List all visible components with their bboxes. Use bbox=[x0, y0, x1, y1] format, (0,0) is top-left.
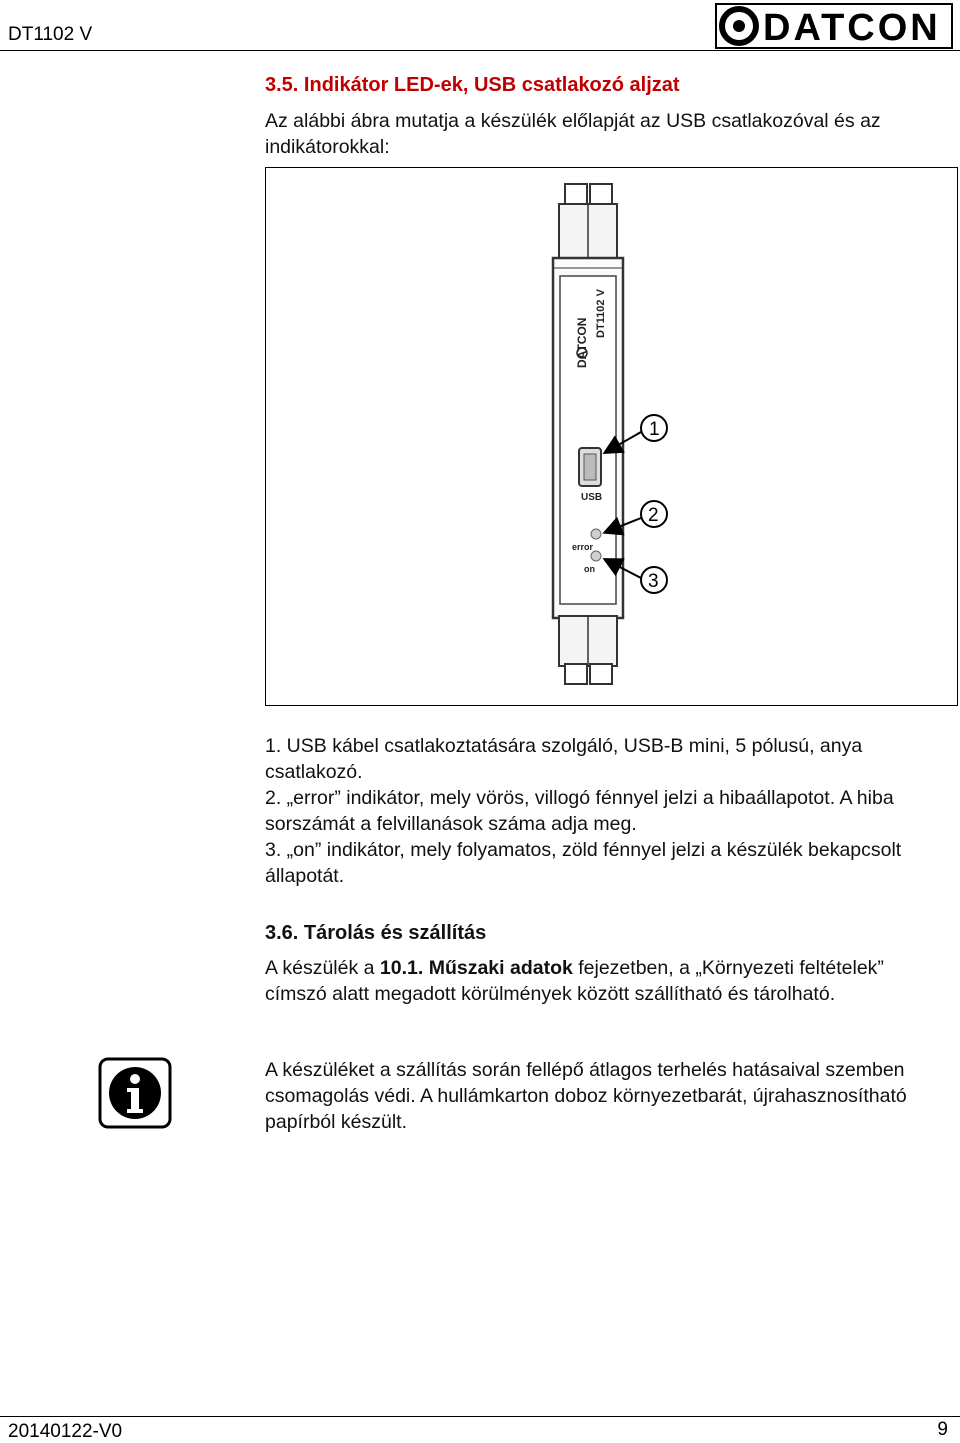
footer-page-number: 9 bbox=[937, 1419, 948, 1440]
list-item-1: 1. USB kábel csatlakoztatására szolgáló, USB-B mini, 5 pólusú, anya csatlakozó. bbox=[265, 735, 863, 783]
on-led bbox=[591, 551, 601, 561]
usb-label: USB bbox=[581, 492, 603, 503]
section-3-6-paragraph-1: A készülék a 10.1. Műszaki adatok fejezetben, a „Környezeti feltételek” címszó alatt megadott körülmények között szállítható és tárolható. bbox=[265, 957, 884, 1005]
device-drawing bbox=[266, 168, 957, 705]
section-3-5-intro: Az alábbi ábra mutatja a készülék előlapját az USB csatlakozóval és az indikátorokkal: bbox=[265, 110, 881, 158]
device-brand-label: DATCON bbox=[575, 317, 589, 368]
header-divider bbox=[0, 50, 960, 51]
error-led bbox=[591, 529, 601, 539]
logo-text: DATCON bbox=[763, 7, 941, 49]
section-3-5-heading: 3.5. Indikátor LED-ek, USB csatlakozó aljzat bbox=[265, 74, 680, 96]
list-item-3: 3. „on” indikátor, mely folyamatos, zöld fénnyel jelzi a készülék bekapcsolt állapotát. bbox=[265, 839, 902, 887]
section-3-6-paragraph-2: A készüléket a szállítás során fellépő átlagos terhelés hatásaival szemben csomagolás védi. A hullámkarton doboz környezetbarát, újrahasznosítható papírból készült. bbox=[265, 1059, 907, 1133]
device-front-panel-figure bbox=[265, 167, 958, 706]
footer-revision: 20140122-V0 bbox=[8, 1421, 123, 1442]
info-icon bbox=[98, 1057, 172, 1129]
svg-text:1: 1 bbox=[649, 419, 660, 440]
list-item-2: 2. „error” indikátor, mely vörös, villogó fénnyel jelzi a hibaállapotot. A hiba sorszámát a felvillanások száma adja meg. bbox=[265, 787, 894, 835]
svg-text:3: 3 bbox=[648, 571, 659, 592]
on-led-label: on bbox=[584, 564, 595, 574]
footer-divider bbox=[0, 1416, 960, 1417]
header-doc-code: DT1102 V bbox=[8, 24, 93, 45]
svg-text:2: 2 bbox=[648, 505, 659, 526]
error-led-label: error bbox=[572, 542, 594, 552]
datcon-logo bbox=[715, 3, 953, 49]
device-model-label: DT1102 V bbox=[595, 289, 607, 338]
section-3-6-heading: 3.6. Tárolás és szállítás bbox=[265, 922, 487, 944]
